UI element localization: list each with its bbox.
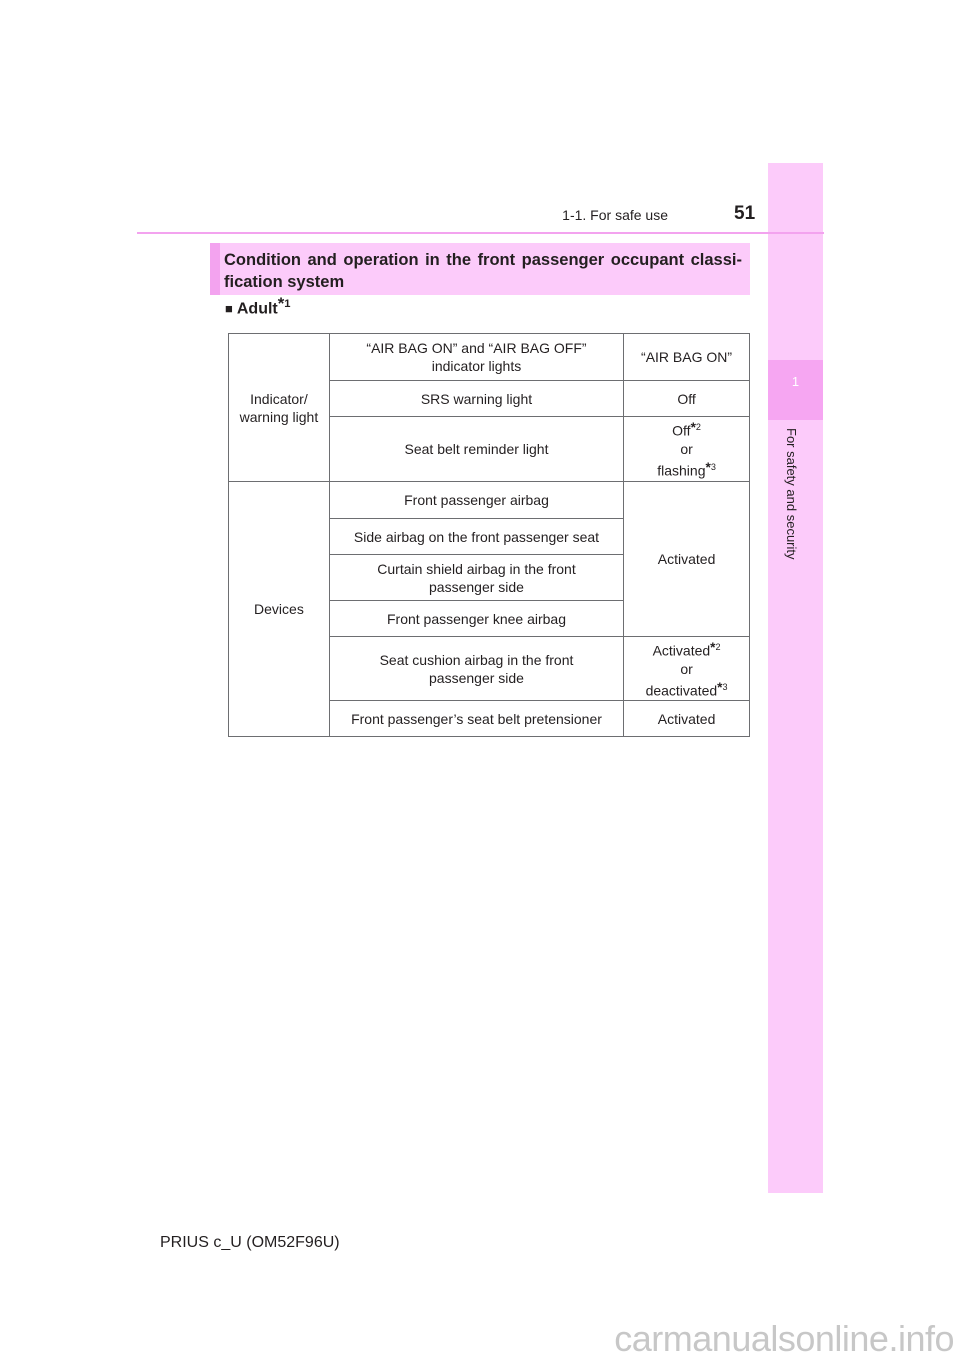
adult-subheading (225, 294, 291, 318)
model-footer: PRIUS c_U (OM52F96U) (160, 1234, 340, 1251)
square-bullet-icon: ■ (225, 301, 233, 317)
table-row (229, 482, 750, 519)
table-item: Seat cushion airbag in the front passenger side (329, 637, 623, 701)
table-status: Activated (624, 701, 750, 737)
table-status-multi: Activated$^{*2}$ or deactivated$^{*3}$ (624, 637, 750, 701)
table-status: Off (624, 381, 750, 417)
subheading-label: Adult (236, 300, 278, 318)
table-status: “AIR BAG ON” (624, 334, 750, 381)
condition-heading-box (210, 243, 750, 295)
table-item: Front passenger knee airbag (329, 601, 623, 637)
table-item: Front passenger’s seat belt pretensioner (329, 701, 623, 737)
watermark-text: carmanualsonline.info (0, 1320, 960, 1358)
table-item: Front passenger airbag (329, 482, 623, 519)
chapter-number: 1 (791, 374, 800, 389)
header-rule (137, 232, 824, 234)
occupant-classification-table (228, 333, 750, 737)
chapter-side-tab (768, 163, 823, 1193)
table-item: SRS warning light (329, 381, 623, 417)
section-header: 1-1. For safe use (562, 207, 668, 223)
airbags-status-cell: Activated (624, 482, 750, 637)
footnote-mark: *1 (277, 294, 291, 313)
devices-group-cell: Devices (229, 482, 330, 737)
chapter-title: For safety and security (784, 428, 799, 560)
indicator-group-cell: Indicator/ warning light (229, 334, 330, 482)
chapter-number-tab (768, 360, 823, 420)
table-item: Side airbag on the front passenger seat (329, 519, 623, 555)
condition-heading: Condition and operation in the front passenger occupant classi-fication system (224, 251, 742, 291)
table-item: “AIR BAG ON” and “AIR BAG OFF” indicator lights (329, 334, 623, 381)
table-item: Curtain shield airbag in the front passenger side (329, 555, 623, 601)
table-row (229, 334, 750, 381)
table-status-multi: Off$^{*2}$ or flashing$^{*3}$ (624, 417, 750, 482)
page-number: 51 (734, 203, 756, 224)
table-item: Seat belt reminder light (329, 417, 623, 482)
